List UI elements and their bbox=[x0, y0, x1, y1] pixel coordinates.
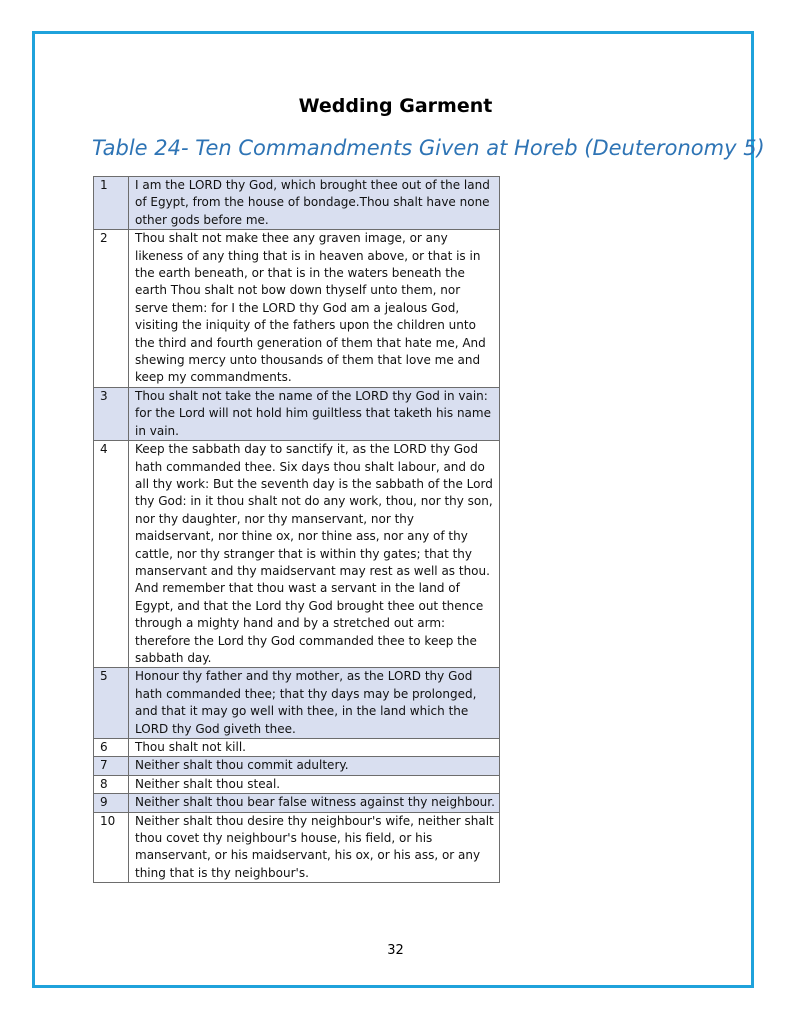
page-header: Wedding Garment bbox=[298, 95, 493, 117]
table-row bbox=[94, 794, 500, 812]
row-number: 2 bbox=[94, 230, 129, 388]
row-number: 1 bbox=[94, 177, 129, 230]
table-row bbox=[94, 230, 500, 388]
row-number: 10 bbox=[94, 812, 129, 883]
table-row bbox=[94, 441, 500, 668]
table-row bbox=[94, 775, 500, 793]
row-text: Neither shalt thou bear false witness against thy neighbour. bbox=[129, 794, 500, 812]
row-text: Neither shalt thou steal. bbox=[129, 775, 500, 793]
row-text: Keep the sabbath day to sanctify it, as the LORD thy God hath commanded thee. Six days thou shalt labour, and do all thy work: But the seventh day is the sabbath of the Lord thy God: in it thou shalt not do any work, thou, nor thy son, nor thy daughter, nor thy manservant, nor thy maidservant, nor thine ox, nor thine ass, nor any of thy cattle, nor thy stranger that is within thy gates; that thy manservant and thy maidservant may rest as well as thou. And remember that thou wast a servant in the land of Egypt, and that the Lord thy God brought thee out thence through a mighty hand and by a stretched out arm: therefore the Lord thy God commanded thee to keep the sabbath day. bbox=[129, 441, 500, 668]
row-number: 8 bbox=[94, 775, 129, 793]
row-number: 5 bbox=[94, 668, 129, 739]
row-text: Honour thy father and thy mother, as the LORD thy God hath commanded thee; that thy days may be prolonged, and that it may go well with thee, in the land which the LORD thy God giveth thee. bbox=[129, 668, 500, 739]
table-row bbox=[94, 757, 500, 775]
row-text: Neither shalt thou commit adultery. bbox=[129, 757, 500, 775]
row-number: 4 bbox=[94, 441, 129, 668]
row-text: I am the LORD thy God, which brought thee out of the land of Egypt, from the house of bondage.Thou shalt have none other gods before me. bbox=[129, 177, 500, 230]
row-text: Thou shalt not take the name of the LORD thy God in vain: for the Lord will not hold him guiltless that taketh his name in vain. bbox=[129, 387, 500, 440]
table-caption: Table 24- Ten Commandments Given at Horeb (Deuteronomy 5) bbox=[92, 136, 765, 160]
row-number: 9 bbox=[94, 794, 129, 812]
row-text: Thou shalt not kill. bbox=[129, 739, 500, 757]
table-row bbox=[94, 668, 500, 739]
page-number: 32 bbox=[387, 943, 404, 958]
table-row bbox=[94, 177, 500, 230]
row-number: 6 bbox=[94, 739, 129, 757]
table-row bbox=[94, 812, 500, 883]
table-row bbox=[94, 739, 500, 757]
row-text: Neither shalt thou desire thy neighbour's wife, neither shalt thou covet thy neighbour's house, his field, or his manservant, or his maidservant, his ox, or his ass, or any thing that is thy neighbour's. bbox=[129, 812, 500, 883]
commandments-table bbox=[93, 176, 500, 883]
row-text: Thou shalt not make thee any graven image, or any likeness of any thing that is in heaven above, or that is in the earth beneath, or that is in the waters beneath the earth Thou shalt not bow down thyself unto them, nor serve them: for I the LORD thy God am a jealous God, visiting the iniquity of the fathers upon the children unto the third and fourth generation of them that hate me, And shewing mercy unto thousands of them that love me and keep my commandments. bbox=[129, 230, 500, 388]
row-number: 7 bbox=[94, 757, 129, 775]
row-number: 3 bbox=[94, 387, 129, 440]
table-row bbox=[94, 387, 500, 440]
